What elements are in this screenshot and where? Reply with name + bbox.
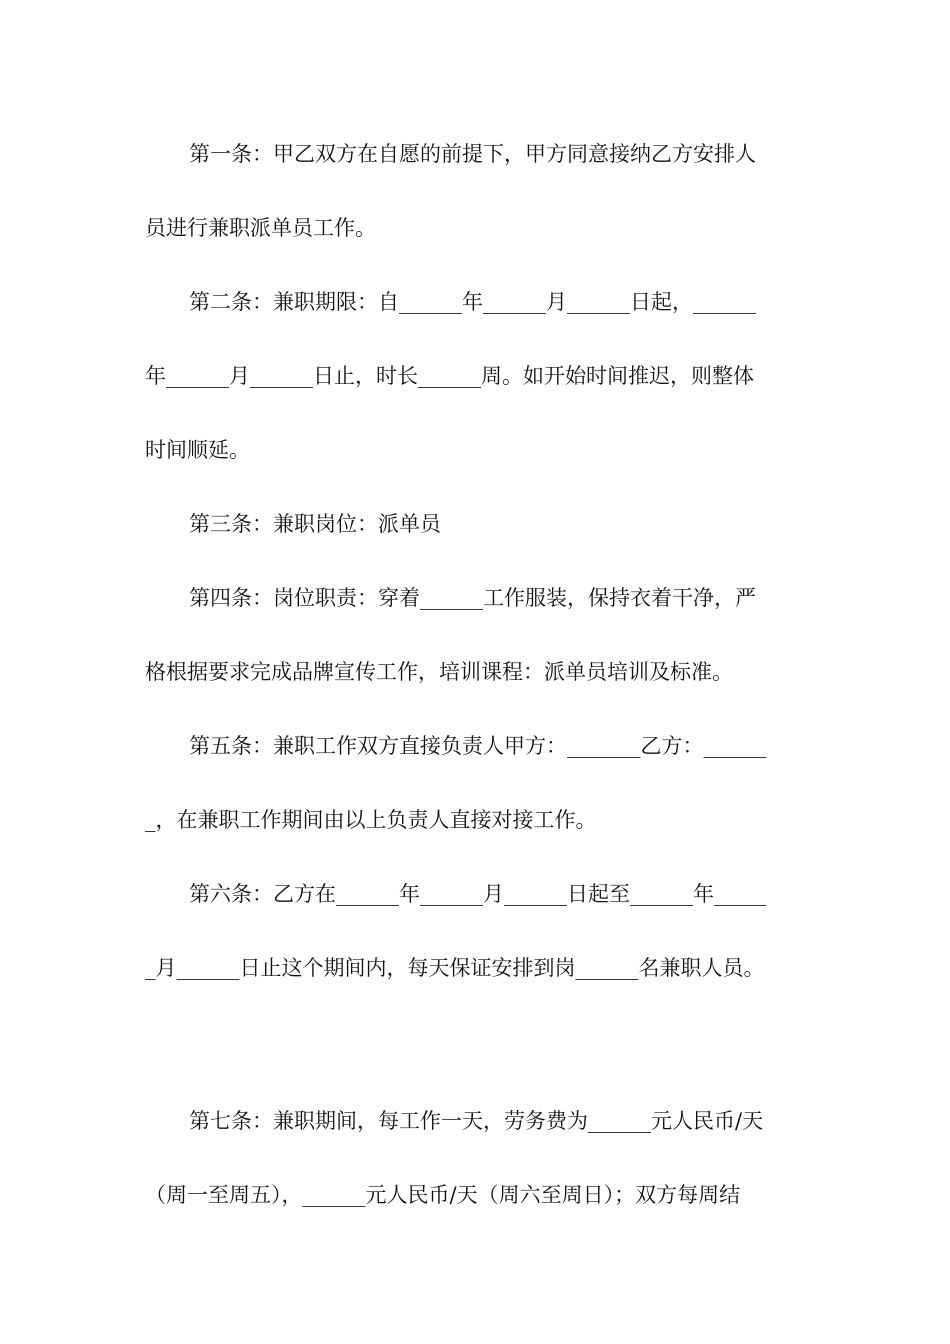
article-6-line-2: _月______日止这个期间内，每天保证安排到岗______名兼职人员。: [145, 956, 765, 980]
article-5-line-1: 第五条：兼职工作双方直接负责人甲方：_______乙方：______: [189, 734, 767, 758]
article-1-line-2: 员进行兼职派单员工作。: [145, 216, 376, 240]
article-4-line-1: 第四条：岗位职责：穿着______工作服装，保持衣着干净，严: [189, 586, 756, 610]
article-7-line-1: 第七条：兼职期间，每工作一天，劳务费为______元人民币/天: [189, 1109, 764, 1133]
article-2-line-3: 时间顺延。: [145, 438, 250, 462]
article-6-line-1: 第六条：乙方在______年______月______日起至______年_____: [189, 882, 767, 906]
article-4-line-2: 格根据要求完成品牌宣传工作，培训课程：派单员培训及标准。: [145, 660, 733, 684]
article-2-line-1: 第二条：兼职期限：自______年______月______日起，______: [189, 290, 756, 314]
article-1-line-1: 第一条：甲乙双方在自愿的前提下，甲方同意接纳乙方安排人: [189, 142, 756, 166]
article-7-line-2: （周一至周五），______元人民币/天（周六至周日）；双方每周结: [145, 1183, 741, 1207]
article-5-line-2: _，在兼职工作期间由以上负责人直接对接工作。: [145, 808, 597, 832]
article-3-line-1: 第三条：兼职岗位：派单员: [189, 512, 441, 536]
article-2-line-2: 年______月______日止，时长______周。如开始时间推迟，则整体: [145, 364, 754, 388]
